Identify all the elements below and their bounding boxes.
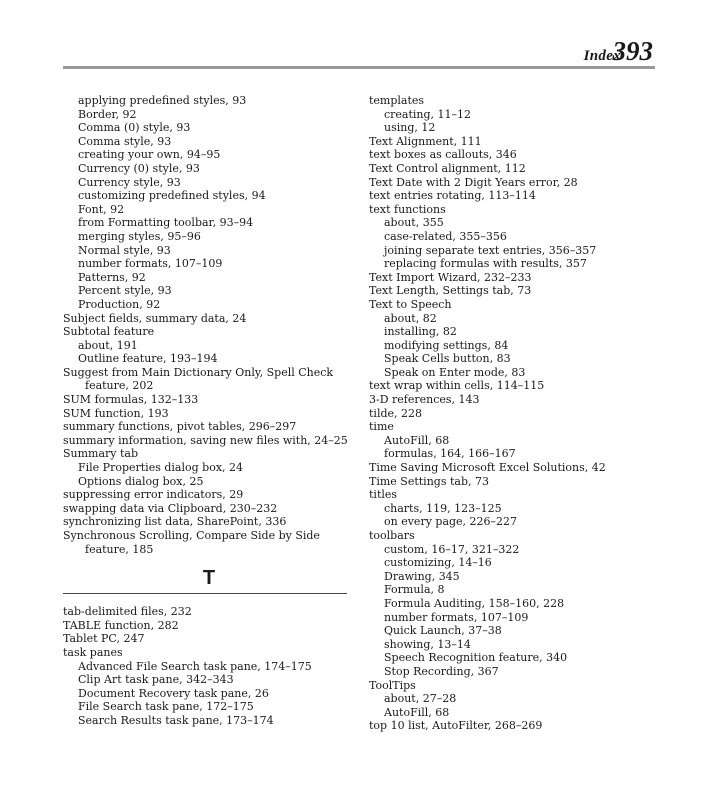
index-subentry: customizing predefined styles, 94 [78, 189, 266, 203]
index-entry: Tablet PC, 247 [63, 632, 145, 646]
index-entry: tilde, 228 [369, 406, 422, 420]
index-subentry: about, 82 [384, 311, 437, 325]
index-subentry: Options dialog box, 25 [78, 474, 204, 488]
index-subentry: File Search task pane, 172–175 [78, 700, 254, 714]
index-subentry: installing, 82 [384, 325, 457, 339]
index-subentry: using, 12 [384, 121, 436, 135]
index-entry: tab-delimited files, 232 [63, 605, 192, 619]
index-subentry: Percent style, 93 [78, 284, 172, 298]
index-subentry: replacing formulas with results, 357 [384, 257, 587, 271]
index-subentry: showing, 13–14 [384, 637, 471, 651]
page-number: 393 [612, 36, 653, 66]
index-subentry: Patterns, 92 [78, 270, 146, 284]
index-entry: TABLE function, 282 [63, 618, 179, 632]
index-entry: SUM formulas, 132–133 [63, 393, 199, 407]
index-subentry: about, 27–28 [384, 692, 457, 706]
index-subentry: Font, 92 [78, 202, 125, 216]
index-entry: swapping data via Clipboard, 230–232 [63, 501, 278, 515]
index-entry: Time Saving Microsoft Excel Solutions, 42 [369, 461, 606, 475]
index-entry: Summary tab [63, 447, 139, 461]
index-entry: text wrap within cells, 114–115 [369, 379, 545, 393]
index-entry: text functions [369, 202, 446, 216]
index-entry: Text Length, Settings tab, 73 [369, 284, 532, 298]
index-subentry: on every page, 226–227 [384, 515, 518, 529]
index-subentry: AutoFill, 68 [384, 705, 450, 719]
index-entry: text entries rotating, 113–114 [369, 189, 536, 203]
index-subentry: merging styles, 95–96 [78, 229, 201, 243]
index-entry: ToolTips [369, 678, 416, 692]
index-subentry: creating, 11–12 [384, 107, 472, 121]
index-subentry: number formats, 107–109 [78, 257, 223, 271]
index-entry: Suggest from Main Dictionary Only, Spell Check feature, 202 [63, 365, 334, 393]
right-entries [369, 94, 659, 733]
index-entry: Text Import Wizard, 232–233 [369, 270, 532, 284]
index-column-left [63, 94, 355, 728]
index-subentry: Comma (0) style, 93 [78, 121, 191, 135]
index-subentry: Document Recovery task pane, 26 [78, 686, 269, 700]
index-entry: Subject fields, summary data, 24 [63, 311, 247, 325]
section-t-entries [63, 605, 355, 727]
index-entry: synchronizing list data, SharePoint, 336 [63, 515, 287, 529]
index-subentry: modifying settings, 84 [384, 338, 509, 352]
header-label: Index [583, 48, 621, 64]
section-rule [63, 593, 347, 594]
index-entry: Time Settings tab, 73 [369, 474, 489, 488]
index-entry: Text Date with 2 Digit Years error, 28 [369, 175, 578, 189]
index-entry: 3-D references, 143 [369, 393, 480, 407]
index-subentry: Search Results task pane, 173–174 [78, 713, 274, 727]
index-entry: summary information, saving new files with, 24–25 [63, 433, 348, 447]
index-subentry: applying predefined styles, 93 [78, 94, 247, 107]
index-entry: summary functions, pivot tables, 296–297 [63, 420, 297, 434]
index-entry: time [369, 420, 394, 434]
index-subentry: from Formatting toolbar, 93–94 [78, 216, 254, 230]
index-subentry: Formula Auditing, 158–160, 228 [384, 596, 565, 610]
index-subentry: about, 355 [384, 216, 444, 230]
index-entry: Text to Speech [369, 297, 452, 311]
index-entry: Synchronous Scrolling, Compare Side by Side feature, 185 [63, 529, 320, 556]
index-subentry: Speak on Enter mode, 83 [384, 365, 526, 379]
index-subentry: Speech Recognition feature, 340 [384, 651, 568, 665]
index-entry: toolbars [369, 529, 415, 542]
index-subentry: Currency style, 93 [78, 175, 181, 189]
index-subentry: Speak Cells button, 83 [384, 352, 511, 366]
index-subentry: creating your own, 94–95 [78, 148, 221, 162]
index-subentry: Drawing, 345 [384, 569, 460, 583]
index-subentry: Outline feature, 193–194 [78, 352, 218, 366]
index-subentry: Formula, 8 [384, 583, 445, 597]
index-subentry: Production, 92 [78, 297, 161, 311]
index-entry: Subtotal feature [63, 325, 155, 339]
index-subentry: Comma style, 93 [78, 134, 172, 148]
index-entry: titles [369, 488, 398, 502]
index-subentry: Quick Launch, 37–38 [384, 624, 502, 638]
index-subentry: AutoFill, 68 [384, 433, 450, 447]
section-letter-t: T [202, 567, 216, 590]
index-subentry: Advanced File Search task pane, 174–175 [78, 659, 312, 673]
index-subentry: case-related, 355–356 [384, 229, 507, 243]
index-subentry: formulas, 164, 166–167 [384, 447, 516, 461]
index-subentry: Currency (0) style, 93 [78, 161, 200, 175]
index-entry: Text Alignment, 111 [369, 134, 482, 148]
index-entry: Text Control alignment, 112 [369, 161, 526, 175]
index-subentry: custom, 16–17, 321–322 [384, 542, 520, 556]
index-entry: suppressing error indicators, 29 [63, 488, 244, 502]
index-entry: templates [369, 94, 425, 107]
index-subentry: charts, 119, 123–125 [384, 501, 502, 515]
index-entry: SUM function, 193 [63, 406, 169, 420]
header-rule [63, 66, 655, 69]
index-subentry: Stop Recording, 367 [384, 664, 499, 678]
index-subentry: Clip Art task pane, 342–343 [78, 673, 234, 687]
index-subentry: Normal style, 93 [78, 243, 171, 257]
index-entry: top 10 list, AutoFilter, 268–269 [369, 719, 543, 733]
index-entry: text boxes as callouts, 346 [369, 148, 517, 162]
index-column-right [369, 94, 659, 733]
index-subentry: about, 191 [78, 338, 138, 352]
index-subentry: File Properties dialog box, 24 [78, 461, 244, 475]
index-subentry: customizing, 14–16 [384, 556, 492, 570]
index-subentry: Border, 92 [78, 107, 137, 121]
running-header [0, 36, 709, 70]
index-subentry: number formats, 107–109 [384, 610, 529, 624]
left-entries [63, 94, 355, 556]
index-entry: task panes [63, 645, 123, 659]
index-subentry: joining separate text entries, 356–357 [384, 243, 597, 257]
